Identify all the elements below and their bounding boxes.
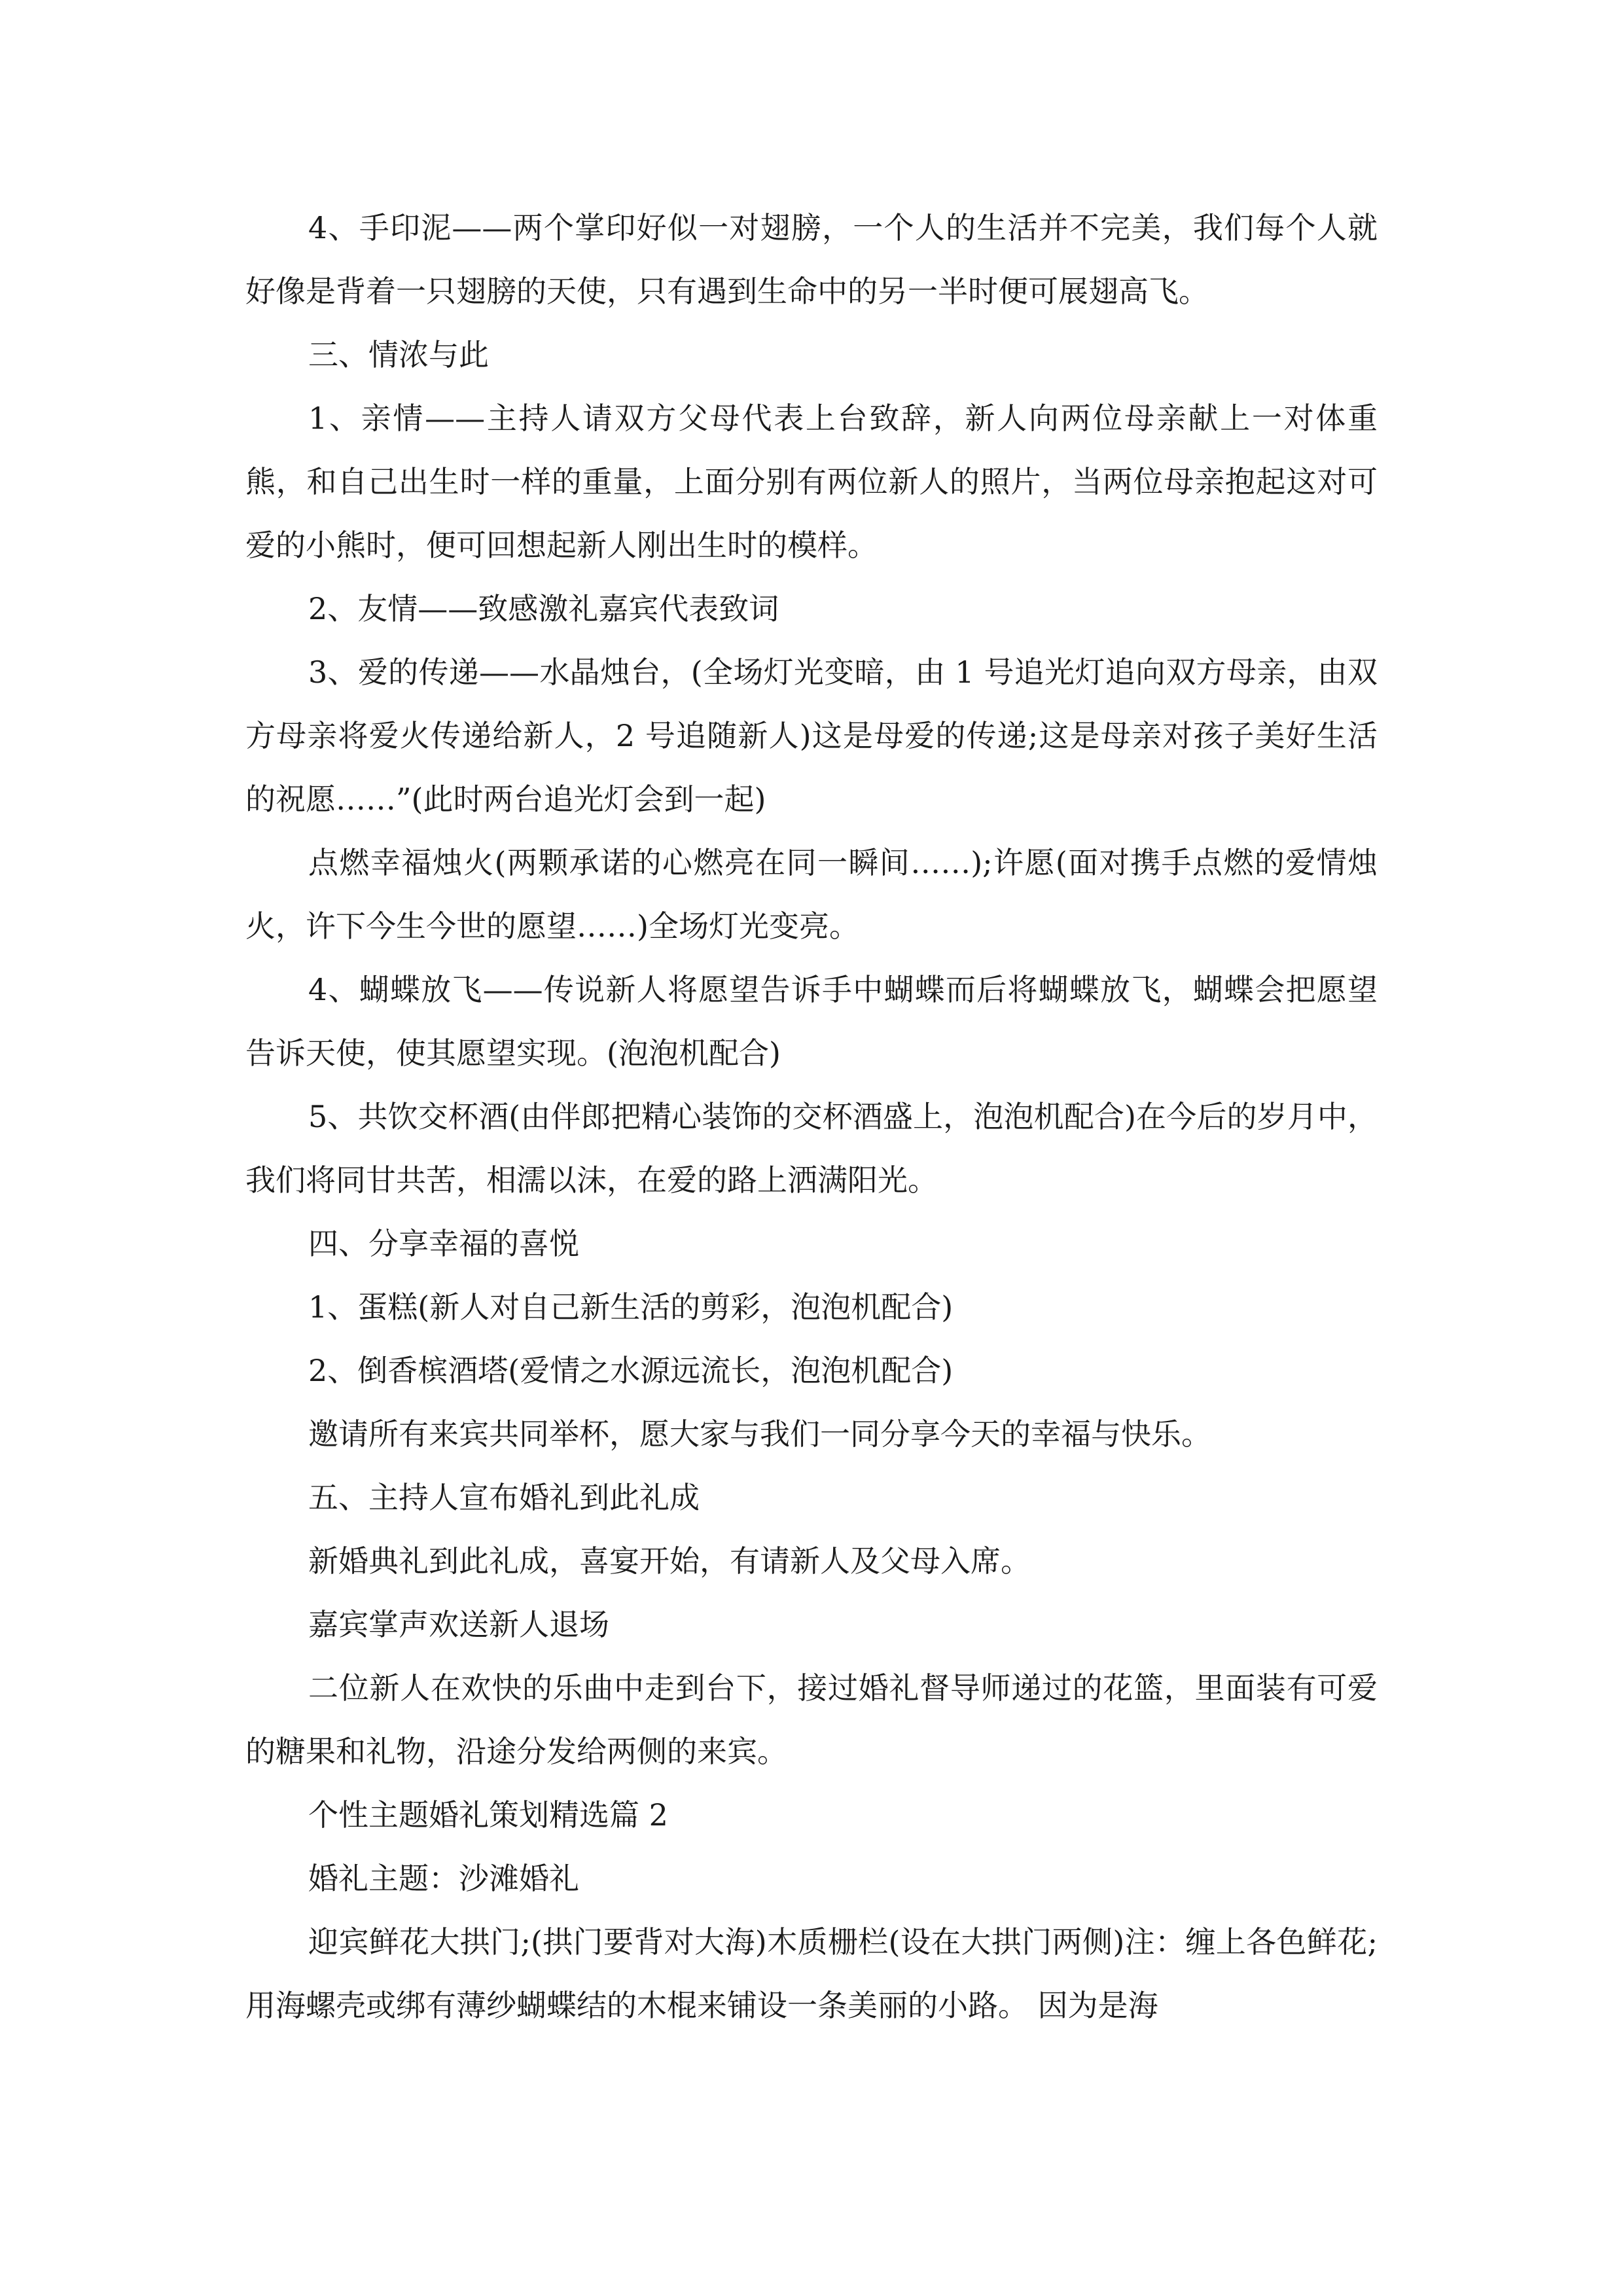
section-heading-4: 四、分享幸福的喜悦 bbox=[308, 1226, 579, 1261]
paragraph-candle: 3、爱的传递——水晶烛台，(全场灯光变暗，由 1 号追光灯追向双方母亲，由双方母亲将爱火传递给新人，2 号追随新人)这是母爱的传递;这是母亲对孩子美好生活的祝愿……”(此时两台追光灯会到一起) bbox=[245, 655, 1378, 817]
paragraph-exit: 二位新人在欢快的乐曲中走到台下，接过婚礼督导师递过的花篮，里面装有可爱的糖果和礼物，沿途分发给两侧的来宾。 bbox=[245, 1670, 1378, 1769]
paragraph-champagne: 2、倒香槟酒塔(爱情之水源远流长，泡泡机配合) bbox=[308, 1353, 954, 1388]
paragraph-light-candle: 点燃幸福烛火(两颗承诺的心燃亮在同一瞬间……);许愿(面对携手点燃的爱情烛火，许下今生今世的愿望……)全场灯光变亮。 bbox=[245, 845, 1378, 944]
paragraph-ceremony-done: 新婚典礼到此礼成，喜宴开始，有请新人及父母入席。 bbox=[308, 1543, 1031, 1579]
paragraph-arch: 迎宾鲜花大拱门;(拱门要背对大海)木质栅栏(设在大拱门两侧)注：缠上各色鲜花;用海螺壳或绑有薄纱蝴蝶结的木棍来铺设一条美丽的小路。 因为是海 bbox=[245, 1924, 1378, 2023]
paragraph-friendship: 2、友情——致感激礼嘉宾代表致词 bbox=[308, 591, 779, 626]
paragraph-theme: 婚礼主题：沙滩婚礼 bbox=[308, 1861, 579, 1896]
paragraph-applause: 嘉宾掌声欢送新人退场 bbox=[308, 1607, 609, 1642]
document-body bbox=[245, 196, 1378, 2037]
section-heading-3: 三、情浓与此 bbox=[308, 337, 489, 372]
paragraph-butterfly: 4、蝴蝶放飞——传说新人将愿望告诉手中蝴蝶而后将蝴蝶放飞，蝴蝶会把愿望告诉天使，使其愿望实现。(泡泡机配合) bbox=[245, 972, 1378, 1071]
article-heading-2: 个性主题婚礼策划精选篇 2 bbox=[308, 1797, 668, 1833]
section-heading-5: 五、主持人宣布婚礼到此礼成 bbox=[308, 1480, 700, 1515]
paragraph-cake: 1、蛋糕(新人对自己新生活的剪彩，泡泡机配合) bbox=[308, 1289, 954, 1325]
paragraph-toast: 5、共饮交杯酒(由伴郎把精心装饰的交杯酒盛上，泡泡机配合)在今后的岁月中，我们将同甘共苦，相濡以沫，在爱的路上洒满阳光。 bbox=[245, 1099, 1378, 1198]
paragraph-invite-toast: 邀请所有来宾共同举杯，愿大家与我们一同分享今天的幸福与快乐。 bbox=[308, 1416, 1211, 1452]
paragraph-family: 1、亲情——主持人请双方父母代表上台致辞，新人向两位母亲献上一对体重熊，和自己出生时一样的重量，上面分别有两位新人的照片，当两位母亲抱起这对可爱的小熊时，便可回想起新人刚出生时的模样。 bbox=[245, 401, 1378, 563]
paragraph-handprint: 4、手印泥——两个掌印好似一对翅膀，一个人的生活并不完美，我们每个人就好像是背着一只翅膀的天使，只有遇到生命中的另一半时便可展翅高飞。 bbox=[245, 210, 1378, 309]
